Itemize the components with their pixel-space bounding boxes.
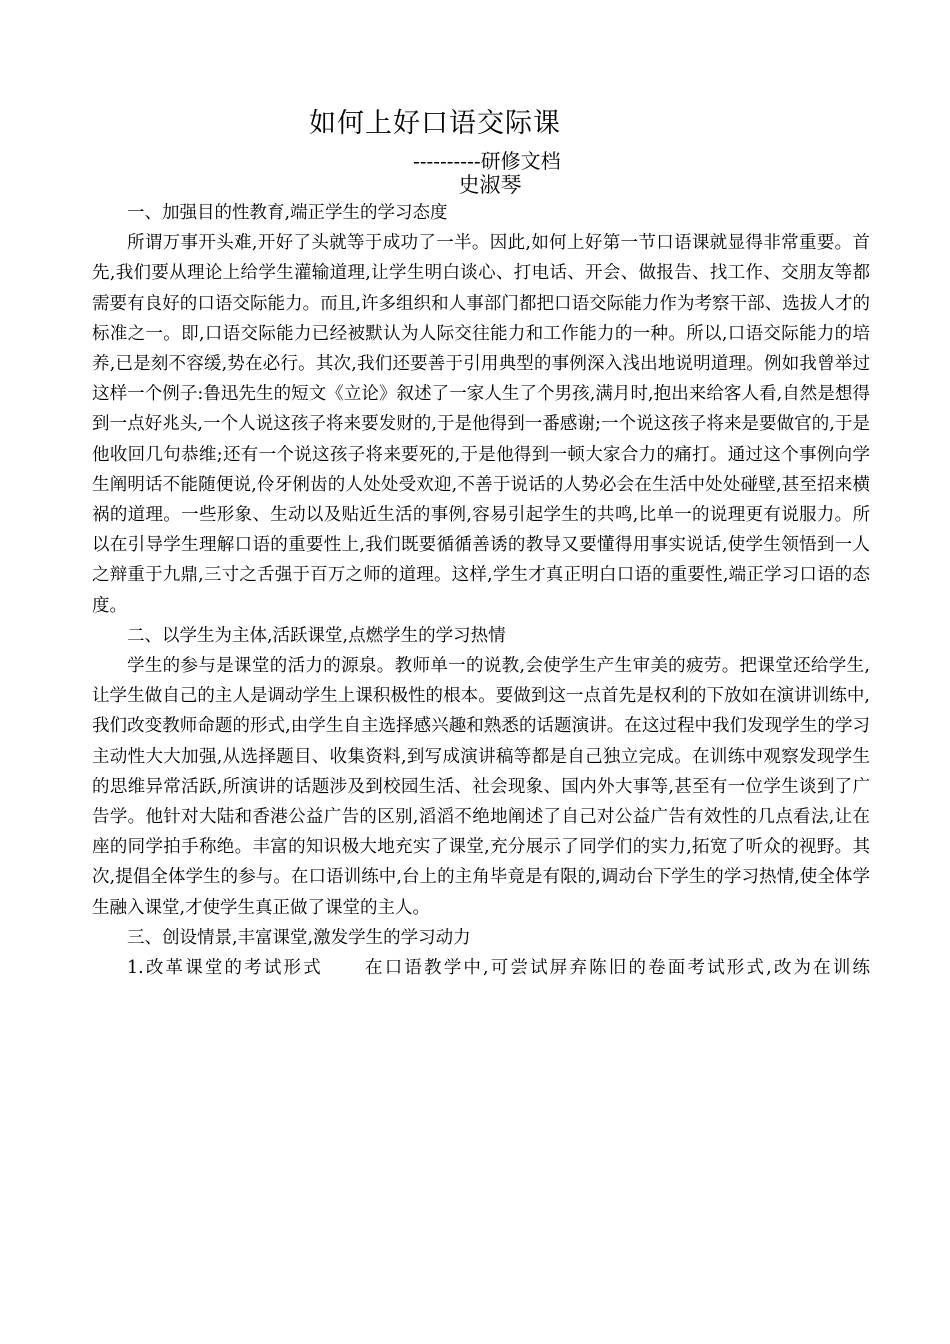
section-3-item-1-label: 1.改革课堂的考试形式 [127, 958, 323, 979]
document-author: 史淑琴 [458, 173, 522, 197]
document-title: 如何上好口语交际课 [309, 108, 561, 139]
section-2-paragraph: 学生的参与是课堂的活力的源泉。教师单一的说教,会使学生产生审美的疲劳。把课堂还给学生,让学生做自己的主人是调动学生上课积极性的根本。要做到这一点首先是权利的下放如在演讲训练中,我们改变教师命题的形式,由学生自主选择感兴趣和熟悉的话题演讲。在这过程中我们发现学生的学习主动性大大加强,从选择题目、收集资料,到写成演讲稿等都是自己独立完成。在训练中观察发现学生的思维异常活跃,所演讲的话题涉及到校园生活、社会现象、国内外大事等,甚至有一位学生谈到了广告学。他针对大陆和香港公益广告的区别,滔滔不绝地阐述了自己对公益广告有效性的几点看法,让在座的同学拍手称绝。丰富的知识极大地充实了课堂,充分展示了同学们的实力,拓宽了听众的视野。其次,提倡全体学生的参与。在口语训练中,台上的主角毕竟是有限的,调动台下学生的学习热情,使全体学生融入课堂,才使学生真正做了课堂的主人。 [92, 656, 870, 918]
section-3-item-1 [92, 953, 870, 983]
section-1-paragraph: 所谓万事开头难,开好了头就等于成功了一半。因此,如何上好第一节口语课就显得非常重要。首先,我们要从理论上给学生灌输道理,让学生明白谈心、打电话、开会、做报告、找工作、交朋友等都需要有良好的口语交际能力。而且,许多组织和人事部门都把口语交际能力作为考察干部、选拔人才的标准之一。即,口语交际能力已经被默认为人际交往能力和工作能力的一种。所以,口语交际能力的培养,已是刻不容缓,势在必行。其次,我们还要善于引用典型的事例深入浅出地说明道理。例如我曾举过这样一个例子:鲁迅先生的短文《立论》叙述了一家人生了个男孩,满月时,抱出来给客人看,自然是想得到一点好兆头,一个人说这孩子将来要发财的,于是他得到一番感谢;一个说这孩子将来是要做官的,于是他收回几句恭维;还有一个说这孩子将来要死的,于是他得到一顿大家合力的痛打。通过这个事例向学生阐明话不能随便说,伶牙俐齿的人处处受欢迎,不善于说话的人势必会在生活中处处碰壁,甚至招来横祸的道理。一些形象、生动以及贴近生活的事例,容易引起学生的共鸣,比单一的说理更有说服力。所以在引导学生理解口语的重要性上,我们既要循循善诱的教导又要懂得用事实说话,使学生领悟到一人之辩重于九鼎,三寸之舌强于百万之师的道理。这样,学生才真正明白口语的重要性,端正学习口语的态度。 [92, 233, 870, 616]
section-3-item-1-text: 在口语教学中,可尝试屏弃陈旧的卷面考试形式,改为在训练 [362, 958, 871, 979]
document-subtitle: ----------研修文档 [413, 149, 561, 173]
section-3-heading: 三、创设情景,丰富课堂,激发学生的学习动力 [127, 927, 471, 948]
section-2-heading: 二、以学生为主体,活跃课堂,点燃学生的学习热情 [127, 625, 506, 646]
document-body [92, 198, 870, 983]
section-1-heading: 一、加强目的性教育,端正学生的学习态度 [127, 203, 448, 223]
